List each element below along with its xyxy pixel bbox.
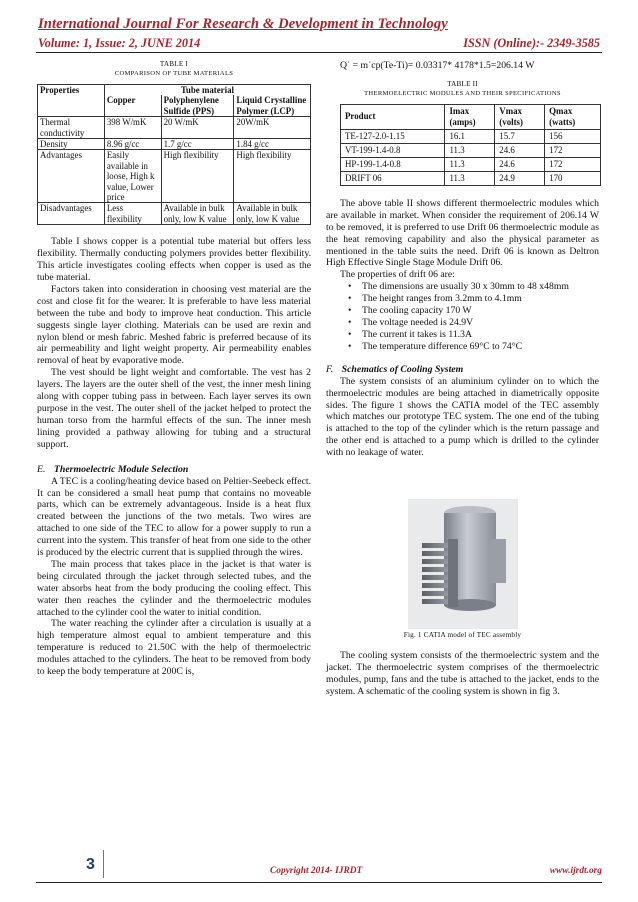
table1-head-col1: Copper [104, 95, 161, 116]
table1-cell: 1.7 g/cc [161, 139, 234, 150]
table2-cell: TE-127-2.0-1.15 [341, 129, 445, 143]
table1-cell: 20W/mK [234, 117, 311, 139]
table2-head: Vmax (volts) [495, 104, 545, 129]
table1-head-group: Tube material [104, 85, 310, 96]
table-row [38, 203, 311, 225]
table2-cell: 11.3 [445, 157, 495, 171]
table-row [38, 117, 311, 139]
paragraph: The properties of drift 06 are: [340, 269, 455, 281]
table-row [341, 129, 601, 143]
table2 [340, 104, 601, 186]
issn: ISSN (Online):- 2349-3585 [463, 36, 600, 50]
table1-cell: 398 W/mK [104, 117, 161, 139]
properties-list [326, 281, 599, 352]
table2-cell: HP-199-1.4-0.8 [341, 157, 445, 171]
paragraph: The above table II shows different thermoelectric modules which are available in market. When consider the requirement of 206.14 W to be removed, it is preferred to use Drift 06 thermoelectric module as the heat removing capability and also the physical parameter as mentioned in the table suits the need. Drift 06 is known as Deltron High Effective Single Stage Module Drift 06. [326, 197, 599, 269]
section-letter: F. [326, 363, 334, 375]
list-item: • The cooling capacity 170 W [326, 305, 599, 317]
figure-caption: Fig. 1 CATIA model of TEC assembly [403, 631, 522, 640]
table1-label: TABLE I [159, 60, 189, 68]
table2-cell: 172 [545, 157, 601, 171]
footer-divider [103, 850, 104, 878]
equation: Q˙ = m˙cp(Te-Ti)= 0.03317* 4178*1.5=206.14 W [340, 60, 535, 71]
table1-head-col3: Liquid Crystalline Polymer (LCP) [234, 95, 311, 116]
paragraph: The main process that takes place in the jacket is that water is being circulated through the jacket through selected tubes, and the water absorbs heat from the body producing the cooling effect. This water then reaches the cylinder and the thermoelectric modules attached to the cylinder cool the water to initial condition. [37, 558, 311, 618]
section-title: Schematics of Cooling System [341, 363, 464, 375]
table2-cell: 172 [545, 143, 601, 157]
table2-label: TABLE II [447, 79, 478, 88]
list-item: • The current it takes is 11.3A [326, 329, 599, 341]
section-title: Thermoelectric Module Selection [53, 463, 189, 475]
table-row [341, 157, 601, 171]
table2-head: Imax (amps) [445, 104, 495, 129]
volume-issue: Volume: 1, Issue: 2, JUNE 2014 [38, 36, 201, 50]
table2-cell: 11.3 [445, 171, 495, 185]
table1-cell: High flexibility [161, 150, 234, 203]
footer-copyright: Copyright 2014- IJRDT [270, 866, 363, 876]
table1-cell: 1.84 g/cc [234, 139, 311, 150]
table1-cell: Easily available in loose, High k value, Lower price [104, 150, 161, 203]
header-rule [36, 52, 602, 53]
paragraph: The vest should be light weight and comfortable. The vest has 2 layers. The layers are the outer shell of the vest, the inner mesh lining along with copper tubing pass in between. Each layer serves its own purpose in the vest. The outer shell of the jacket helped to protect the human torso from the harmful effects of the sun. The inner mesh lining provided a pathway allowing for tubing and a structural support. [37, 367, 311, 450]
footer-url: www.ijrdt.org [549, 866, 602, 876]
table1-cell: Available in bulk only, low K value [161, 203, 234, 225]
section-heading-e [37, 464, 311, 476]
table2-caption: THERMOELECTRIC MODULES AND THEIR SPECIFICATIONS [364, 89, 561, 97]
table-row [38, 150, 311, 203]
footer-rule [36, 882, 602, 883]
paragraph: Table I shows copper is a potential tube material but offers less flexibility. Thermally conducting polymers provides better flexibility. This article investigates cooling effects when copper is used as the tube material. [37, 236, 311, 283]
table2-head: Product [341, 104, 445, 129]
table2-cell: 15.7 [495, 129, 545, 143]
table2-cell: 24.9 [495, 171, 545, 185]
table2-cell: 16.1 [445, 129, 495, 143]
paragraph: A TEC is a cooling/heating device based on Peltier‑Seebeck effect. It can be considered a small heat pump that contains no moveable parts, which can be extremely advantageous. Inside is a heat flux created between the junctions of the two metals. Two wires are attached to one side of the TEC to allow for a power supply to run a current into the system. This transfer of heat from one side to the other is produced by the electric current that is supplied through the wires. [37, 475, 311, 559]
paragraph: The water reaching the cylinder after a circulation is usually at a high temperature almost equal to ambient temperature and this temperature is reduced to 21.50C with the help of thermoelectric modules attached to the cylinders. The heat to be removed from body to keep the body temperature at 200C is, [37, 618, 311, 678]
table2-cell: 24.6 [495, 143, 545, 157]
list-item: • The dimensions are usually 30 x 30mm to 48 x48mm [326, 281, 599, 293]
table1-cell: Disadvantages [38, 203, 105, 225]
table1-head-col2: Polyphenylene Sulfide (PPS) [161, 95, 234, 116]
table1-cell: Density [38, 139, 105, 150]
page-number: 3 [86, 856, 95, 873]
table2-cell: DRIFT 06 [341, 171, 445, 185]
table2-head: Qmax (watts) [545, 104, 601, 129]
table-row [38, 139, 311, 150]
table1-cell: 20 W/mK [161, 117, 234, 139]
journal-title: International Journal For Research & Development in Technology [38, 16, 448, 32]
table1-cell: Thermal conductivity [38, 117, 105, 139]
table1-cell: 8.96 g/cc [104, 139, 161, 150]
table2-cell: 24.6 [495, 157, 545, 171]
list-item: • The height ranges from 3.2mm to 4.1mm [326, 293, 599, 305]
section-heading-f [326, 364, 599, 376]
paragraph: The cooling system consists of the thermoelectric system and the jacket. The thermoelectric system comprises of the thermoelectric modules, pump, fans and the tube is attached to the jacket, ends to the system. A schematic of the cooling system is shown in fig 3. [326, 650, 599, 697]
table1-head-blank [38, 95, 105, 116]
paragraph: Factors taken into consideration in choosing vest material are the cost and close fit for the wearer. It is preferable to have less material between the tube and body to improve heat conduction. This article suggests single layer clothing. Materials can be used are rexin and nylon blend or mesh fabric. Meshed fabric is preferred because of its air permeability and light weight property. Air permeability enables removal of heat by evaporative mode. [37, 283, 311, 367]
table1 [37, 84, 311, 225]
section-letter: E. [37, 463, 46, 475]
table2-cell: VT-199-1.4-0.8 [341, 143, 445, 157]
table2-cell: 11.3 [445, 143, 495, 157]
table1-caption: COMPARISON OF TUBE MATERIALS [114, 70, 234, 77]
table2-cell: 156 [545, 129, 601, 143]
table1-cell: Less flexibility [104, 203, 161, 225]
table1-cell: High flexibility [234, 150, 311, 203]
left-column [37, 60, 311, 678]
table1-cell: Advantages [38, 150, 105, 203]
table-row [341, 171, 601, 185]
list-item: • The voltage needed is 24.9V [326, 317, 599, 329]
paragraph: The system consists of an aluminium cylinder on to which the thermoelectric modules are being attached in diametrically opposite sides. The figure 1 shows the CATIA model of the TEC assembly which matches our prototype TEC system. The one end of the tubing is attached to the top of the cylinder which is the return passage and the other end is attached to a pump which is drilled to the cylinder with no leakage of water. [326, 375, 599, 459]
table-row [341, 143, 601, 157]
tec-assembly-figure [408, 499, 518, 629]
table1-cell: Available in bulk only, low K value [234, 203, 311, 225]
table1-head-properties: Properties [38, 85, 105, 96]
right-column [326, 60, 599, 698]
list-item: • The temperature difference 69°C to 74°C [326, 341, 599, 353]
table2-cell: 170 [545, 171, 601, 185]
tec-assembly-image [408, 499, 518, 629]
